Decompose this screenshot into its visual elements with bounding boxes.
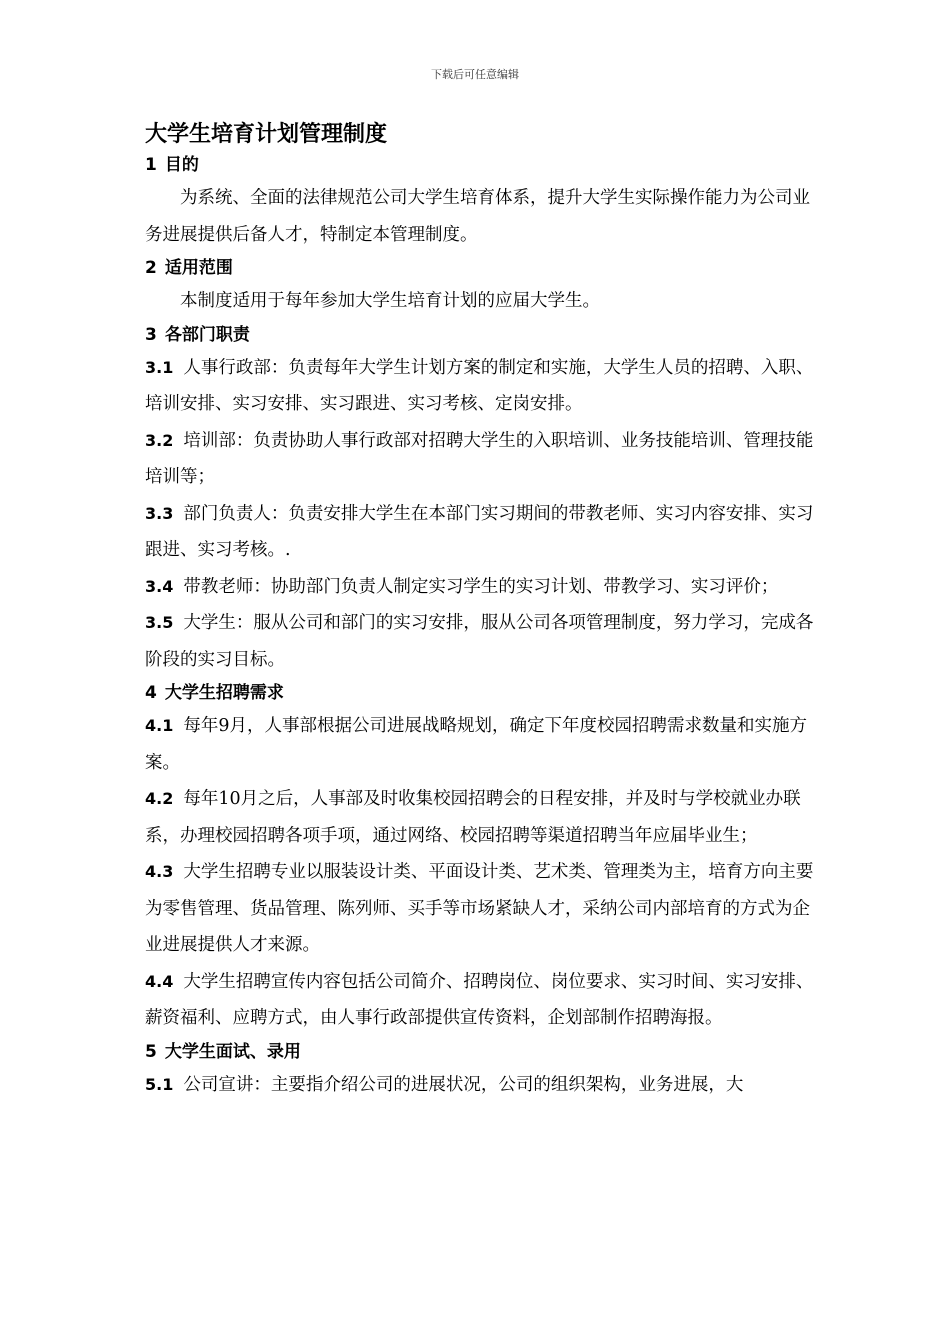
section-heading-purpose	[145, 150, 825, 180]
item-number: 3.2	[145, 430, 174, 450]
item-number: 4.1	[145, 716, 174, 735]
list-item	[145, 854, 825, 964]
section-heading-recruitment	[145, 678, 825, 708]
section-heading-scope	[145, 253, 825, 283]
list-item	[145, 569, 825, 606]
list-item	[145, 350, 825, 423]
section-title: 各部门职责	[164, 324, 250, 345]
section-heading-interview	[145, 1037, 825, 1067]
list-item	[145, 964, 825, 1037]
document-title: 大学生培育计划管理制度	[145, 122, 388, 147]
item-text: 每年10月之后，人事部及时收集校园招聘会的日程安排，并及时与学校就业办联系，办理校园招聘各项手项，通过网络、校园招聘等渠道招聘当年应届毕业生；	[145, 789, 801, 846]
item-number: 3.5	[145, 613, 174, 632]
item-text: 大学生招聘专业以服装设计类、平面设计类、艺术类、管理类为主，培育方向主要为零售管理、货品管理、陈列师、买手等市场紧缺人才，采纳公司内部培育的方式为企业进展提供人才来源。	[145, 862, 814, 955]
item-text: 公司宣讲：主要指介绍公司的进展状况，公司的组织架构，业务进展，大	[183, 1074, 744, 1095]
item-number: 3.3	[145, 503, 174, 523]
list-item	[145, 496, 825, 569]
section-title: 适用范围	[164, 258, 233, 278]
item-text: 部门负责人：负责安排大学生在本部门实习期间的带教老师、实习内容安排、实习跟进、实习考核。.	[145, 503, 814, 560]
section-heading-responsibilities	[145, 320, 825, 350]
paragraph-scope: 本制度适用于每年参加大学生培育计划的应届大学生。	[180, 291, 600, 311]
item-text: 人事行政部：负责每年大学生计划方案的制定和实施，大学生人员的招聘、入职、培训安排、实习安排、实习跟进、实习考核、定岗安排。	[145, 357, 814, 414]
item-number: 3.1	[145, 357, 174, 377]
header-note: 下载后可任意编辑	[431, 68, 519, 81]
list-item	[145, 1067, 825, 1104]
item-number: 4.3	[145, 862, 174, 881]
document-body	[145, 120, 825, 1103]
list-item	[145, 781, 825, 854]
list-item	[145, 423, 825, 496]
list-item	[145, 605, 825, 678]
paragraph-purpose: 为系统、全面的法律规范公司大学生培育体系，提升大学生实际操作能力为公司业务进展提供后备人才，特制定本管理制度。	[145, 188, 810, 245]
item-number: 3.4	[145, 576, 174, 596]
section-number: 4	[145, 683, 157, 703]
section-number: 3	[145, 324, 157, 345]
section-title: 大学生招聘需求	[164, 683, 284, 703]
item-text: 带教老师：协助部门负责人制定实习学生的实习计划、带教学习、实习评价；	[183, 576, 779, 597]
item-text: 大学生：服从公司和部门的实习安排，服从公司各项管理制度，努力学习，完成各阶段的实习目标。	[145, 613, 814, 670]
item-text: 每年9月，人事部根据公司进展战略规划，确定下年度校园招聘需求数量和实施方案。	[145, 716, 807, 773]
list-item	[145, 708, 825, 781]
section-title: 目的	[164, 155, 199, 175]
item-text: 培训部：负责协助人事行政部对招聘大学生的入职培训、业务技能培训、管理技能培训等；	[145, 430, 814, 487]
section-number: 2	[145, 258, 157, 278]
section-title: 大学生面试、录用	[164, 1041, 301, 1062]
section-number: 5	[145, 1041, 157, 1062]
item-number: 5.1	[145, 1074, 174, 1094]
item-number: 4.4	[145, 971, 174, 991]
section-number: 1	[145, 155, 157, 175]
item-text: 大学生招聘宣传内容包括公司简介、招聘岗位、岗位要求、实习时间、实习安排、薪资福利、应聘方式，由人事行政部提供宣传资料，企划部制作招聘海报。	[145, 971, 814, 1028]
item-number: 4.2	[145, 789, 174, 808]
